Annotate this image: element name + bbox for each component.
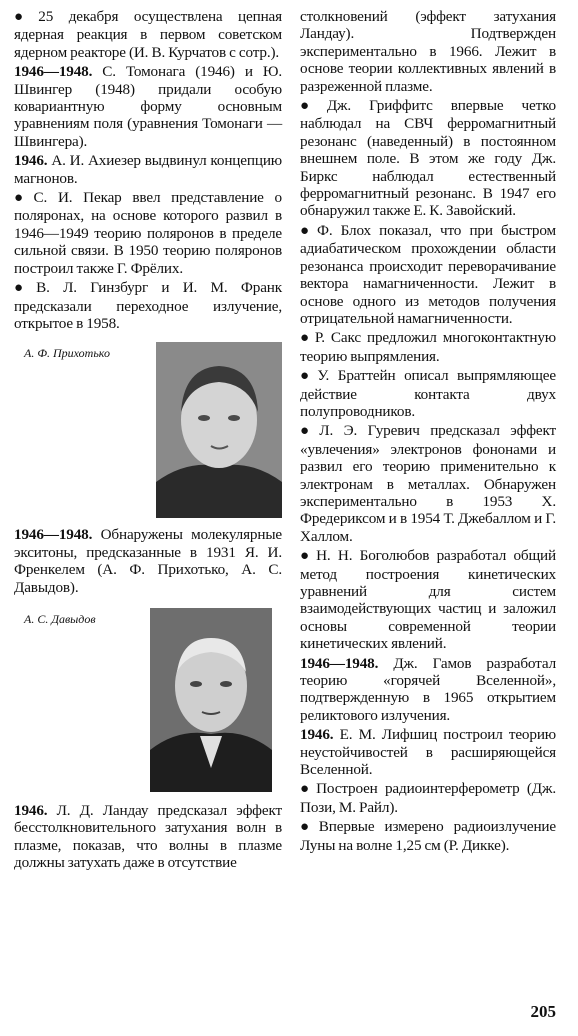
- year-label: 1946.: [14, 801, 48, 819]
- bullet-icon: ●: [14, 9, 36, 25]
- bullet-icon: ●: [300, 423, 317, 440]
- bullet-icon: ●: [300, 781, 314, 798]
- entry-gurevich-drag: ● Л. Э. Гуревич предсказал эффект «увлечения» электронов фононами и развил его теорию применительно к электронам в металлах. Обнаружен экспериментально в 1953 Х. Фредериксом и в 1954 Т. Джебаллом и Г. Халлом.: [300, 422, 556, 545]
- year-label: 1946.: [14, 152, 48, 170]
- caption-davydov: А. С. Давыдов: [24, 611, 96, 626]
- entry-sachs-rectification: ● Р. Сакс предложил многоконтактную теорию выпрямления.: [300, 329, 556, 365]
- entry-molecular-excitons: 1946—1948. Обнаружены молекулярные экситоны, предсказанные в 1931 Я. И. Френкелем (А. Ф. Прихотько, А. С. Давыдов).: [14, 526, 282, 596]
- portrait-photo-prikhotko: [156, 342, 282, 518]
- entry-akhiezer-magnons: 1946. А. И. Ахиезер выдвинул концепцию магнонов.: [14, 152, 283, 187]
- year-label: 1946.: [300, 726, 334, 744]
- right-column: [300, 8, 556, 856]
- entry-griffiths-ferromagnetic: ● Дж. Гриффитс впервые четко наблюдал на СВЧ ферромагнитный резонанс (наведенный) в постоянном внешнем поле. В этом же году Дж. Биркс наблюдал естественный ферромагнитный резонанс. В 1947 его обнаружил также Е. К. Завойский.: [300, 97, 556, 220]
- entry-pekar-polarons: ● С. И. Пекар ввел представление о поляронах, на основе которого развил в 1946—1949 теорию поляронов в пределе сильной связи. В 1950 теорию поляронов построил также Г. Фрёлих.: [14, 189, 282, 277]
- entry-radio-interferometer: ● Построен радиоинтерферометр (Дж. Пози, М. Райл).: [300, 780, 556, 816]
- entry-ginzburg-frank: ● В. Л. Гинзбург и И. М. Франк предсказали переходное излучение, открытое в 1958.: [14, 279, 282, 332]
- entry-landau-damping: 1946. Л. Д. Ландау предсказал эффект бесстолкновительного затухания волн в плазме, показав, что волны в плазме должны затухать даже в отсутствие: [14, 801, 282, 872]
- page-number: 205: [530, 1002, 556, 1021]
- bullet-icon: ●: [300, 819, 316, 836]
- year-label: 1946—1948.: [300, 654, 379, 672]
- entry-lifshitz-instability: 1946. Е. М. Лифшиц построил теорию неустойчивостей в расширяющейся Вселенной.: [300, 726, 556, 779]
- entry-gamow-hot-universe: 1946—1948. Дж. Гамов разработал теорию «горячей Вселенной», подтвержденную в 1965 открытием реликтового излучения.: [300, 654, 556, 724]
- bullet-icon: ●: [300, 330, 312, 347]
- entry-1945-chain-reaction: ● 25 декабря осуществлена цепная ядерная реакция в первом советском ядерном реакторе (И. В. Курчатов с сотр.).: [14, 8, 282, 61]
- portrait-figure-prikhotko: [14, 334, 282, 526]
- bullet-icon: ●: [300, 548, 314, 565]
- portrait-photo-davydov: [150, 608, 272, 792]
- bullet-icon: ●: [300, 222, 314, 239]
- bullet-icon: ●: [14, 190, 31, 207]
- year-label: 1946—1948.: [14, 526, 93, 544]
- entry-bogolyubov-kinetic: ● Н. Н. Боголюбов разработал общий метод построения кинетических уравнений для систем взаимодействующих частиц и заложил основы современной теории кинетических явлений.: [300, 547, 556, 653]
- portrait-figure-davydov: [14, 598, 282, 802]
- entry-bloch-passage: ● Ф. Блох показал, что при быстром адиабатическом прохождении области резонанса происходит переворачивание вектора намагниченности. Лежит в основе одного из методов получения отрицательной намагниченности.: [300, 221, 556, 327]
- left-column: [14, 8, 282, 874]
- bullet-icon: ●: [14, 280, 34, 297]
- portrait-icon: [150, 608, 272, 792]
- portrait-icon: [156, 342, 282, 518]
- entry-landau-continuation: столкновений (эффект затухания Ландау). Подтвержден экспериментально в 1966. Лежит в основе теории коллективных явлений в разреженной плазме.: [300, 8, 556, 95]
- entry-brattain-contact: ● У. Браттейн описал выпрямляющее действие контакта двух полупроводников.: [300, 367, 556, 420]
- year-label: 1946—1948.: [14, 63, 93, 81]
- bullet-icon: ●: [300, 98, 324, 115]
- entry-tomonaga-schwinger: 1946—1948. С. Томонага (1946) и Ю. Швингер (1948) придали особую ковариантную форму основным уравнениям поля (уравнения Томонаги — Швингера).: [14, 63, 282, 150]
- entry-moon-radio: ● Впервые измерено радиоизлучение Луны на волне 1,25 см (Р. Дикке).: [300, 818, 556, 854]
- bullet-icon: ●: [300, 368, 315, 385]
- caption-prikhotko: А. Ф. Прихотько: [24, 346, 110, 361]
